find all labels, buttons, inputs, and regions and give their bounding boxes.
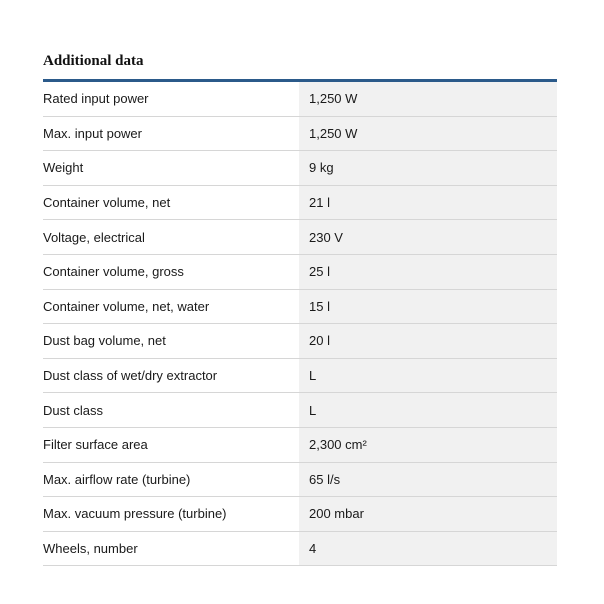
table-row (43, 427, 557, 462)
spec-value: 4 (299, 531, 557, 566)
table-row (43, 116, 557, 151)
spec-label: Container volume, net (43, 185, 299, 220)
table-row (43, 531, 557, 566)
spec-label: Voltage, electrical (43, 220, 299, 255)
table-row (43, 497, 557, 532)
spec-value: L (299, 358, 557, 393)
spec-value: 65 l/s (299, 462, 557, 497)
spec-table-body (43, 82, 557, 566)
table-row (43, 220, 557, 255)
spec-label: Wheels, number (43, 531, 299, 566)
spec-table (43, 82, 557, 566)
spec-value: 9 kg (299, 151, 557, 186)
table-row (43, 254, 557, 289)
spec-value: 2,300 cm² (299, 427, 557, 462)
spec-value: 1,250 W (299, 82, 557, 116)
spec-label: Container volume, gross (43, 254, 299, 289)
spec-label: Max. vacuum pressure (turbine) (43, 497, 299, 532)
table-row (43, 393, 557, 428)
spec-value: 21 l (299, 185, 557, 220)
section-title: Additional data (43, 53, 144, 69)
table-row (43, 82, 557, 116)
spec-value: 15 l (299, 289, 557, 324)
additional-data-section (43, 53, 557, 566)
spec-label: Filter surface area (43, 427, 299, 462)
spec-label: Dust class of wet/dry extractor (43, 358, 299, 393)
spec-label: Dust class (43, 393, 299, 428)
table-row (43, 185, 557, 220)
spec-label: Max. input power (43, 116, 299, 151)
spec-label: Max. airflow rate (turbine) (43, 462, 299, 497)
table-row (43, 324, 557, 359)
table-row (43, 358, 557, 393)
spec-value: 200 mbar (299, 497, 557, 532)
spec-value: 230 V (299, 220, 557, 255)
spec-label: Dust bag volume, net (43, 324, 299, 359)
spec-value: L (299, 393, 557, 428)
spec-value: 20 l (299, 324, 557, 359)
spec-label: Container volume, net, water (43, 289, 299, 324)
spec-label: Weight (43, 151, 299, 186)
table-row (43, 289, 557, 324)
spec-label: Rated input power (43, 82, 299, 116)
spec-value: 1,250 W (299, 116, 557, 151)
table-row (43, 462, 557, 497)
table-row (43, 151, 557, 186)
spec-value: 25 l (299, 254, 557, 289)
